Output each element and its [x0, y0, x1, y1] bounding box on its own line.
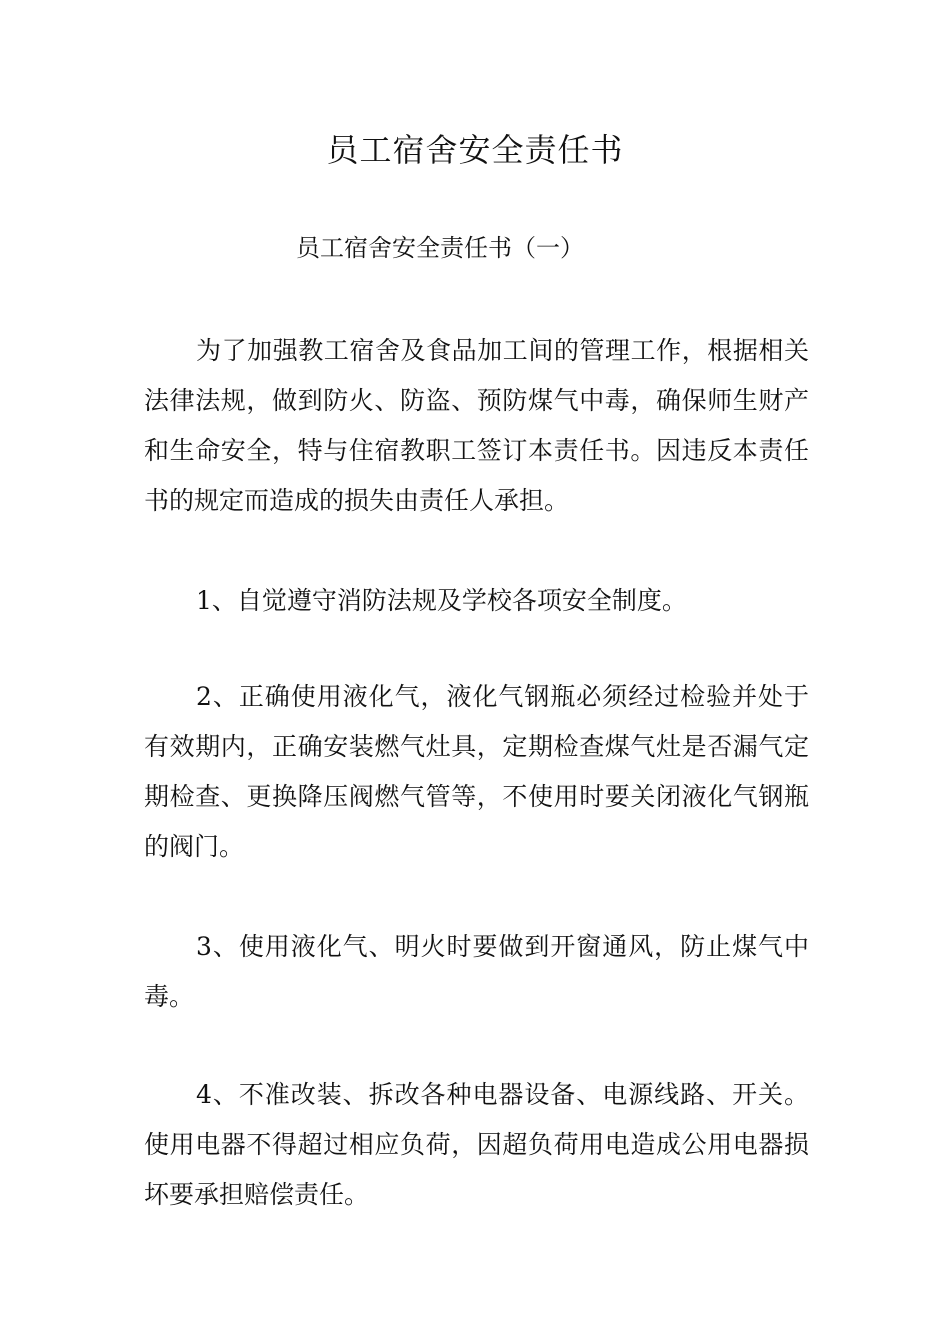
clause-4-paragraph: 4、不准改装、拆改各种电器设备、电源线路、开关。使用电器不得超过相应负荷，因超负荷用电造成公用电器损坏要承担赔偿责任。	[144, 1080, 809, 1209]
clause-3-paragraph: 3、使用液化气、明火时要做到开窗通风，防止煤气中毒。	[144, 932, 809, 1011]
document-title: 员工宿舍安全责任书	[326, 131, 624, 169]
clause-1-paragraph: 1、自觉遵守消防法规及学校各项安全制度。	[196, 586, 687, 615]
clause-2-paragraph: 2、正确使用液化气，液化气钢瓶必须经过检验并处于有效期内，正确安装燃气灶具，定期检查煤气灶是否漏气定期检查、更换降压阀燃气管等，不使用时要关闭液化气钢瓶的阀门。	[144, 682, 809, 861]
document-subtitle: 员工宿舍安全责任书（一）	[296, 234, 584, 262]
intro-paragraph: 为了加强教工宿舍及食品加工间的管理工作，根据相关法律法规，做到防火、防盗、预防煤气中毒，确保师生财产和生命安全，特与住宿教职工签订本责任书。因违反本责任书的规定而造成的损失由责任人承担。	[144, 336, 809, 515]
